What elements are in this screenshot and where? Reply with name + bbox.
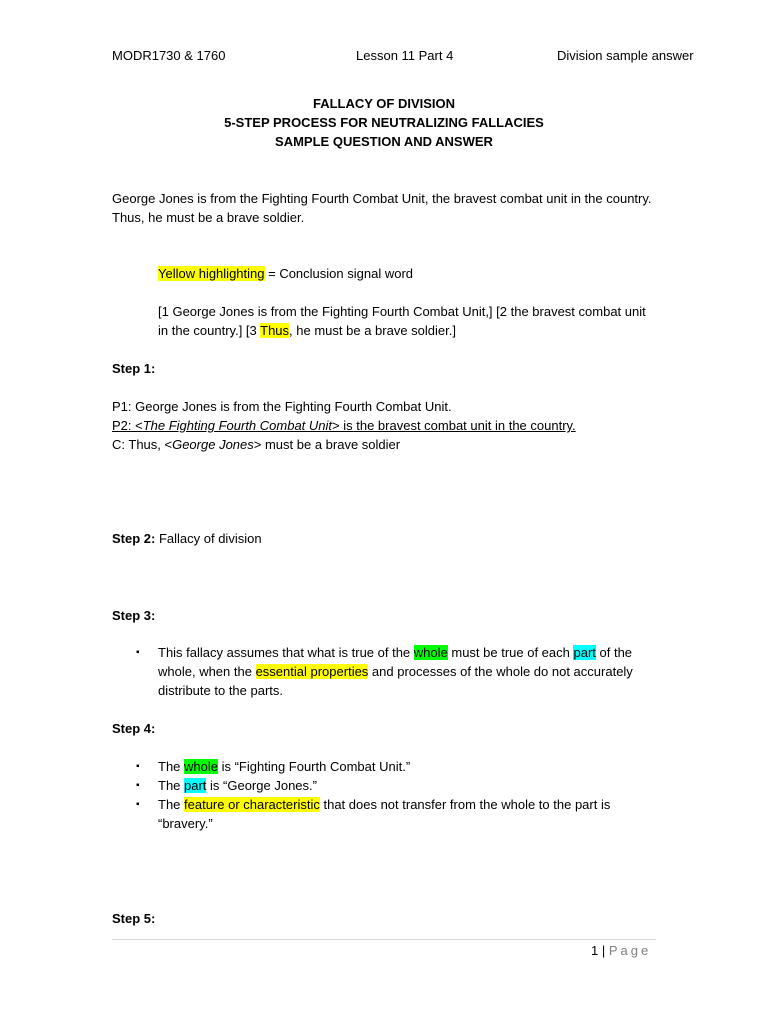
highlight-legend bbox=[158, 264, 413, 283]
page-footer bbox=[591, 941, 651, 960]
list-item bbox=[136, 776, 654, 795]
title-line-3: SAMPLE QUESTION AND ANSWER bbox=[275, 134, 493, 149]
bracketed-part2: , he must be a brave soldier.] bbox=[289, 323, 456, 338]
conclusion-suffix: > must be a brave soldier bbox=[253, 437, 401, 452]
title-line-2: 5-STEP PROCESS FOR NEUTRALIZING FALLACIES bbox=[224, 115, 544, 130]
step4-b2-pre: The bbox=[158, 778, 185, 793]
bullet-icon: ▪ bbox=[136, 761, 140, 772]
bullet-icon: ▪ bbox=[136, 780, 140, 791]
page-word: Page bbox=[608, 943, 652, 958]
step3-text-2: must be true of each bbox=[447, 645, 574, 660]
step3-highlight-part: part bbox=[573, 645, 596, 660]
list-item bbox=[136, 795, 654, 833]
step3-highlight-whole: whole bbox=[413, 645, 448, 660]
legend-highlight-label: Yellow highlighting bbox=[158, 266, 265, 281]
legend-rest: = Conclusion signal word bbox=[264, 266, 413, 281]
step1-label: Step 1: bbox=[112, 361, 156, 376]
header-doc-label: Division sample answer bbox=[557, 48, 694, 63]
list-item bbox=[136, 643, 654, 700]
step4-label: Step 4: bbox=[112, 721, 156, 736]
step3-text-4: and processes of the whole do not accurately distribute to the parts. bbox=[158, 664, 633, 698]
step4-highlight-feature: feature or characteristic bbox=[184, 797, 320, 812]
step4-b1-post: is “Fighting Fourth Combat Unit.” bbox=[217, 759, 411, 774]
step3-text-1: This fallacy assumes that what is true of the bbox=[158, 645, 414, 660]
list-item bbox=[136, 757, 654, 776]
step3-text-3: of the whole, when the bbox=[158, 645, 633, 679]
conclusion-italic: George Jones bbox=[172, 437, 254, 452]
step4-highlight-part: part bbox=[184, 778, 207, 793]
bracketed-part1: [1 George Jones is from the Fighting Fourth Combat Unit,] [2 the bravest combat unit in the country.] [3 bbox=[158, 304, 646, 338]
page-separator: | bbox=[598, 943, 609, 958]
step4-highlight-whole: whole bbox=[184, 759, 218, 774]
page-number: 1 bbox=[591, 943, 599, 958]
conclusion-signal-word: Thus bbox=[260, 323, 290, 338]
header-lesson: Lesson 11 Part 4 bbox=[356, 48, 454, 63]
step4-b3-pre: The bbox=[158, 797, 185, 812]
header-course-code: MODR1730 & 1760 bbox=[112, 48, 226, 63]
intro-paragraph: George Jones is from the Fighting Fourth Combat Unit, the bravest combat unit in the country. Thus, he must be a brave soldier. bbox=[112, 191, 652, 225]
step3-highlight-essential: essential properties bbox=[255, 664, 369, 679]
premise-2-suffix: > is the bravest combat unit in the country. bbox=[332, 418, 576, 433]
step4-b2-post: is “George Jones.” bbox=[206, 778, 317, 793]
footer-divider bbox=[112, 939, 656, 940]
step4-b1-pre: The bbox=[158, 759, 185, 774]
premise-2-italic: The Fighting Fourth Combat Unit bbox=[142, 418, 333, 433]
premise-1: P1: George Jones is from the Fighting Fourth Combat Unit. bbox=[112, 399, 452, 414]
premise-2 bbox=[112, 416, 576, 435]
step4-bullet-list bbox=[136, 757, 654, 833]
premise-2-prefix: P2: < bbox=[112, 418, 143, 433]
title-line-1: FALLACY OF DIVISION bbox=[312, 96, 456, 111]
bullet-icon: ▪ bbox=[136, 799, 140, 810]
bullet-icon: ▪ bbox=[136, 647, 140, 658]
conclusion-prefix: C: Thus, < bbox=[112, 437, 173, 452]
step5-label: Step 5: bbox=[112, 911, 156, 926]
step2-text: Fallacy of division bbox=[155, 531, 262, 546]
step3-label: Step 3: bbox=[112, 608, 156, 623]
step4-b3-post: that does not transfer from the whole to the part is “bravery.” bbox=[158, 797, 611, 831]
conclusion bbox=[112, 435, 400, 454]
step3-bullet-list bbox=[136, 643, 654, 700]
step2-label: Step 2: bbox=[112, 531, 156, 546]
bracketed-argument bbox=[158, 302, 654, 340]
step2-line bbox=[112, 529, 262, 548]
